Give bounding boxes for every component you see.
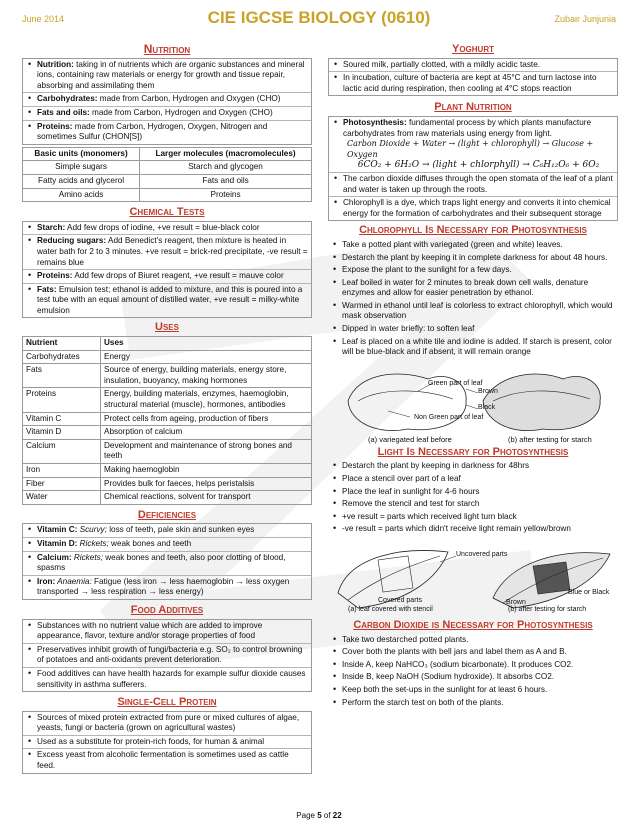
figure-caption: (b) after testing for starch (508, 606, 587, 613)
section-title-uses: Uses (155, 321, 179, 334)
list-item: • Preservatives inhibit growth of fungi/bacteria e.g. SO₂ to control browning of potatoes and anti-oxidants prevent deterioration. (23, 644, 311, 668)
chemical-tests-list (22, 221, 312, 319)
list-item: • Proteins: made from Carbon, Hydrogen, Oxygen, Nitrogen and sometimes Sulfur (CHON[S]) (23, 121, 311, 144)
figure-label: Black (478, 403, 496, 411)
list-item: • Inside B, keep NaOH (Sodium hydroxide). It absorbs CO2. (328, 671, 618, 684)
figure-label: Uncovered parts (456, 551, 508, 558)
list-item: • Leaf is placed on a white tile and iodine is added. If starch is present, color will be blue-black and if absent, it will remain orange (328, 336, 618, 359)
header-author: Zubair Junjunia (554, 14, 616, 24)
table-row: Vitamin C Protect cells from ageing, production of fibers (23, 412, 312, 426)
list-item: • Destarch the plant by keeping it in complete darkness for about 48 hours. (328, 252, 618, 265)
list-item: • Cover both the plants with bell jars and label them as A and B. (328, 646, 618, 659)
header-title: CIE IGCSE BIOLOGY (0610) (207, 8, 431, 27)
table-row: Simple sugars Starch and glycogen (23, 161, 312, 175)
list-item: • Soured milk, partially clotted, with a mildly acidic taste. (329, 59, 617, 73)
list-item: • Place the leaf in sunlight for 4-6 hours (328, 486, 618, 499)
page-total: 22 (332, 811, 342, 820)
section-title-plant-nutrition: Plant Nutrition (434, 101, 512, 114)
list-item: • Perform the starch test on both of the plants. (328, 697, 618, 710)
list-item: • Sources of mixed protein extracted from pure or mixed cultures of algae, yeasts, fungi or bacteria (grown on agricultural wastes) (23, 712, 311, 736)
figure-caption: (b) after testing for starch (508, 434, 592, 444)
nutrition-list (22, 58, 312, 145)
list-item: • Calcium: Rickets; weak bones and teeth, also poor clotting of blood, spasms (23, 552, 311, 576)
section-title-chemical-tests: Chemical Tests (129, 206, 205, 219)
list-item: • Chlorophyll is a dye, which traps light energy and converts it into chemical energy for the formation of carbohydrates and their subsequent storage (329, 197, 617, 220)
list-item: • In incubation, culture of bacteria are kept at 45°C and turn lactose into lactic acid during respiration, then cooling at 4°C stops reaction (329, 72, 617, 95)
section-title-light: Light Is Necessary for Photosynthesis (377, 445, 569, 458)
list-item: • Excess yeast from alcoholic fermentation is sometimes used as cattle feed. (23, 749, 311, 772)
section-title-co2: Carbon Dioxide is Necessary for Photosynthesis (353, 619, 593, 631)
stencil-leaf-figure (328, 538, 618, 614)
variegated-leaf-figure (328, 361, 618, 445)
table-row: Proteins Energy, building materials, enzymes, haemoglobin, structural material (muscle), hormones, antibodies (23, 388, 312, 412)
chlorophyll-list (328, 239, 618, 359)
list-item: • Leaf boiled in water for 2 minutes to break down cell walls, denature enzymes and allow for easier penetration by ethanol. (328, 277, 618, 300)
co2-list (328, 634, 618, 710)
list-item: • Vitamin D: Rickets; weak bones and teeth (23, 538, 311, 552)
figure-label: Covered parts (378, 597, 422, 604)
list-item: • Destarch the plant by keeping in darkness for 48hrs (328, 460, 618, 473)
list-item: • Fats and oils: made from Carbon, Hydrogen and Oxygen (CHO) (23, 107, 311, 121)
figure-caption: (a) leaf covered with stencil (348, 606, 433, 613)
figure-caption: (a) variegated leaf before (368, 434, 452, 444)
figure-label: Brown (478, 387, 498, 395)
list-item: • Fats: Emulsion test; ethanol is added to mixture, and this is poured into a test tube with an equal amount of distilled water, +ve result = milky-white emulsion (23, 284, 311, 318)
list-item: • Take two destarched potted plants. (328, 634, 618, 647)
word-equation: Carbon Dioxide + Water → (light + chlorophyll) → Glucose + Oxygen (347, 139, 594, 159)
list-item: • Dipped in water briefly: to soften leaf (328, 323, 618, 336)
list-item: • The carbon dioxide diffuses through the open stomata of the leaf of a plant and water is taken up through the roots. (329, 173, 617, 197)
page-footer: Page 5 of 22 (296, 811, 342, 820)
list-item: • Used as a substitute for protein-rich foods, for human & animal (23, 736, 311, 750)
list-item: • Starch: Add few drops of iodine, +ve result = blue-black color (23, 222, 311, 236)
food-additives-list (22, 619, 312, 693)
list-item: • Place a stencil over part of a leaf (328, 473, 618, 486)
table-header: Uses (101, 337, 312, 351)
table-row: Fats Source of energy, building materials, energy store, insulation, buoyancy, making hormones (23, 364, 312, 388)
list-item: • Reducing sugars: Add Benedict's reagent, then mixture is heated in water bath for 2 to 3 minutes. +ve result = brick-red precipitate, -ve result = remains blue (23, 235, 311, 270)
section-title-chlorophyll: Chlorophyll Is Necessary for Photosynthesis (359, 224, 587, 237)
page-header (22, 8, 616, 30)
section-title-food-additives: Food Additives (130, 603, 204, 616)
list-item: • Inside A, keep NaHCO₃ (sodium bicarbonate). It produces CO2. (328, 659, 618, 672)
list-item: • Take a potted plant with variegated (green and white) leaves. (328, 239, 618, 252)
header-date: June 2014 (22, 14, 65, 24)
table-row: Vitamin D Absorption of calcium (23, 426, 312, 440)
table-header: Basic units (monomers) (23, 147, 140, 161)
list-item: • -ve result = parts which didn't receive light remain yellow/brown (328, 523, 618, 536)
yoghurt-list (328, 58, 618, 97)
deficiencies-list (22, 523, 312, 600)
list-item: • +ve result = parts which received light turn black (328, 511, 618, 524)
monomers-table (22, 147, 312, 202)
table-row: Carbohydrates Energy (23, 350, 312, 364)
table-row: Fiber Provides bulk for faeces, helps peristalsis (23, 477, 312, 491)
single-cell-protein-list (22, 711, 312, 774)
page-number: 5 (317, 811, 322, 820)
list-item: • Expose the plant to the sunlight for a few days. (328, 264, 618, 277)
list-item: • Remove the stencil and test for starch (328, 498, 618, 511)
list-item: • Substances with no nutrient value which are added to improve appearance, flavor, texture and/or storage properties of food (23, 620, 311, 644)
section-title-yoghurt: Yoghurt (451, 43, 494, 55)
section-title-single-cell-protein: Single-Cell Protein (117, 696, 217, 709)
figure-label: Non Green part of leaf (414, 413, 484, 421)
list-item: • Keep both the set-ups in the sunlight for at least 6 hours. (328, 684, 618, 697)
list-item: • Carbohydrates: made from Carbon, Hydrogen and Oxygen (CHO) (23, 93, 311, 107)
section-title-nutrition: Nutrition (143, 42, 191, 56)
table-row: Iron Making haemoglobin (23, 464, 312, 478)
figure-label: Green part of leaf (428, 379, 483, 387)
light-list (328, 460, 618, 536)
figure-label: Brown (506, 599, 526, 606)
list-item: • Iron: Anaemia: Fatigue (less iron → less haemoglobin → less oxygen transported → less respiration → less energy) (23, 576, 311, 599)
plant-nutrition-list (328, 116, 618, 221)
list-item: • Warmed in ethanol until leaf is colorless to extract chlorophyll, which would mask observation (328, 300, 618, 323)
table-row: Water Chemical reactions, solvent for transport (23, 491, 312, 505)
uses-table (22, 336, 312, 505)
list-item: • Food additives can have health hazards for example sulfur dioxide causes sensitivity in asthma sufferers. (23, 668, 311, 691)
leaf-diagram (328, 361, 618, 445)
right-column (328, 42, 618, 709)
table-row: Amino acids Proteins (23, 188, 312, 202)
table-header: Larger molecules (macromolecules) (140, 147, 312, 161)
list-item: • Nutrition: taking in of nutrients which are organic substances and mineral ions, containing raw materials or energy for growth and tissue repair, absorbing and assimilating them (23, 59, 311, 94)
list-item: • Vitamin C: Scurvy; loss of teeth, pale skin and sunken eyes (23, 524, 311, 538)
list-item: • Proteins: Add few drops of Biuret reagent, +ve result = mauve color (23, 270, 311, 284)
table-header: Nutrient (23, 337, 101, 351)
table-row: Fatty acids and glycerol Fats and oils (23, 174, 312, 188)
list-item: • Photosynthesis: fundamental process by which plants manufacture carbohydrates from raw materials using energy from light. Carbon Dioxide + Water → (light + chlorophyll) → Glucose + Oxygen 6CO₂ + 6H₂O → (light + chlorphyll) → C₆H₁₂O₆ + 6O₂ (329, 117, 617, 173)
symbol-equation: 6CO₂ + 6H₂O → (light + chlorphyll) → C₆H₁₂O₆ + 6O₂ (357, 160, 600, 171)
table-row: Calcium Development and maintenance of strong bones and teeth (23, 439, 312, 463)
figure-label: Blue or Black (568, 589, 610, 596)
section-title-deficiencies: Deficiencies (137, 508, 197, 521)
left-column (22, 42, 312, 774)
